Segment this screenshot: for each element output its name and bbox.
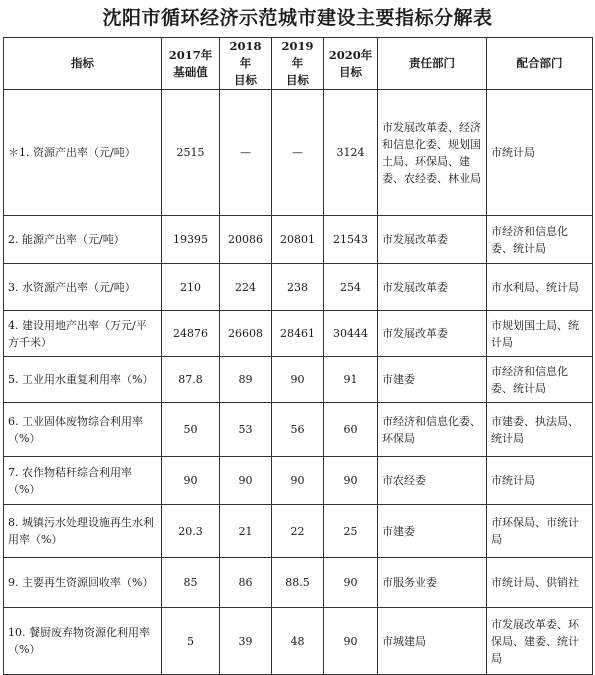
cell-responsible: 市建委 [378,357,487,403]
cell-cooperating: 市发展改革委、环保局、建委、统计局 [487,608,593,675]
cell-indicator: 8. 城镇污水处理设施再生水利用率（%） [4,505,162,558]
cell-2019: 238 [272,264,324,311]
cell-2018: 20086 [220,216,272,264]
cell-2018: 21 [220,505,272,558]
table-row [4,558,593,608]
header-2017 [162,38,220,90]
cell-responsible: 市农经委 [378,457,487,505]
header-indicator: 指标 [4,38,162,90]
cell-2019: 88.5 [272,558,324,608]
header-2019-sub: 目标 [286,73,309,87]
cell-responsible: 市发展改革委 [378,216,487,264]
cell-indicator: 3. 水资源产出率（元/吨） [4,264,162,311]
table-row [4,216,593,264]
document-title: 沈阳市循环经济示范城市建设主要指标分解表 [102,7,493,29]
cell-2020: 25 [324,505,378,558]
cell-2017: 210 [162,264,220,311]
cell-indicator: 7. 农作物秸秆综合利用率（%） [4,457,162,505]
header-cooperating: 配合部门 [487,38,593,90]
cell-2017: 50 [162,403,220,457]
cell-2019: 56 [272,403,324,457]
cell-2019: — [272,90,324,216]
cell-2020: 90 [324,558,378,608]
cell-cooperating: 市统计局、供销社 [487,558,593,608]
header-2020-sub: 目标 [339,64,362,79]
cell-responsible: 市城建局 [378,608,487,675]
cell-2017: 90 [162,457,220,505]
cell-indicator: ＊1. 资源产出率（元/吨） [4,90,162,216]
cell-2018: 224 [220,264,272,311]
cell-responsible: 市发展改革委、经济和信息化委、规划国土局、环保局、建委、农经委、林业局 [378,90,487,216]
cell-2020: 90 [324,457,378,505]
cell-2018: 53 [220,403,272,457]
cell-2019: 28461 [272,311,324,357]
header-2020 [324,38,378,90]
cell-indicator: 2. 能源产出率（元/吨） [4,216,162,264]
cell-2017: 24876 [162,311,220,357]
indicator-table [3,37,593,675]
header-2018-sub: 目标 [234,73,257,87]
header-2018-year: 2018年 [229,39,262,70]
cell-cooperating: 市规划国土局、统计局 [487,311,593,357]
cell-cooperating: 市水利局、统计局 [487,264,593,311]
cell-2019: 20801 [272,216,324,264]
cell-responsible: 市发展改革委 [378,264,487,311]
cell-2018: 89 [220,357,272,403]
header-responsible: 责任部门 [378,38,487,90]
cell-indicator: 9. 主要再生资源回收率（%） [4,558,162,608]
table-row [4,311,593,357]
cell-responsible: 市发展改革委 [378,311,487,357]
header-2019-year: 2019年 [281,39,314,70]
cell-cooperating: 市环保局、市统计局 [487,505,593,558]
cell-cooperating: 市经济和信息化委、统计局 [487,216,593,264]
cell-2018: 90 [220,457,272,505]
cell-2017: 20.3 [162,505,220,558]
cell-2018: — [220,90,272,216]
cell-2020: 3124 [324,90,378,216]
cell-2019: 48 [272,608,324,675]
cell-2018: 26608 [220,311,272,357]
cell-2020: 21543 [324,216,378,264]
table-row [4,357,593,403]
cell-indicator: 10. 餐厨废弃物资源化利用率（%） [4,608,162,675]
cell-2018: 86 [220,558,272,608]
header-2017-sub: 基础值 [173,64,208,79]
cell-2019: 90 [272,357,324,403]
table-row [4,608,593,675]
cell-cooperating: 市经济和信息化委、统计局 [487,357,593,403]
header-2017-year: 2017年 [168,47,213,62]
cell-responsible: 市经济和信息化委、环保局 [378,403,487,457]
table-row [4,457,593,505]
table-header-row [4,38,593,90]
header-2018 [220,38,272,90]
cell-indicator: 4. 建设用地产出率（万元/平方千米） [4,311,162,357]
cell-indicator: 5. 工业用水重复利用率（%） [4,357,162,403]
cell-2020: 30444 [324,311,378,357]
cell-2019: 90 [272,457,324,505]
table-row [4,264,593,311]
cell-2017: 87.8 [162,357,220,403]
cell-responsible: 市建委 [378,505,487,558]
cell-2017: 85 [162,558,220,608]
table-row [4,90,593,216]
table-row [4,403,593,457]
cell-2017: 2515 [162,90,220,216]
cell-2020: 254 [324,264,378,311]
cell-2017: 5 [162,608,220,675]
cell-indicator: 6. 工业固体废物综合利用率（%） [4,403,162,457]
cell-cooperating: 市建委、执法局、统计局 [487,403,593,457]
cell-2017: 19395 [162,216,220,264]
cell-2020: 60 [324,403,378,457]
cell-cooperating: 市统计局 [487,457,593,505]
cell-2020: 90 [324,608,378,675]
cell-responsible: 市服务业委 [378,558,487,608]
cell-2019: 22 [272,505,324,558]
cell-cooperating: 市统计局 [487,90,593,216]
cell-2020: 91 [324,357,378,403]
header-2019 [272,38,324,90]
table-row [4,505,593,558]
cell-2018: 39 [220,608,272,675]
header-2020-year: 2020年 [328,47,373,62]
